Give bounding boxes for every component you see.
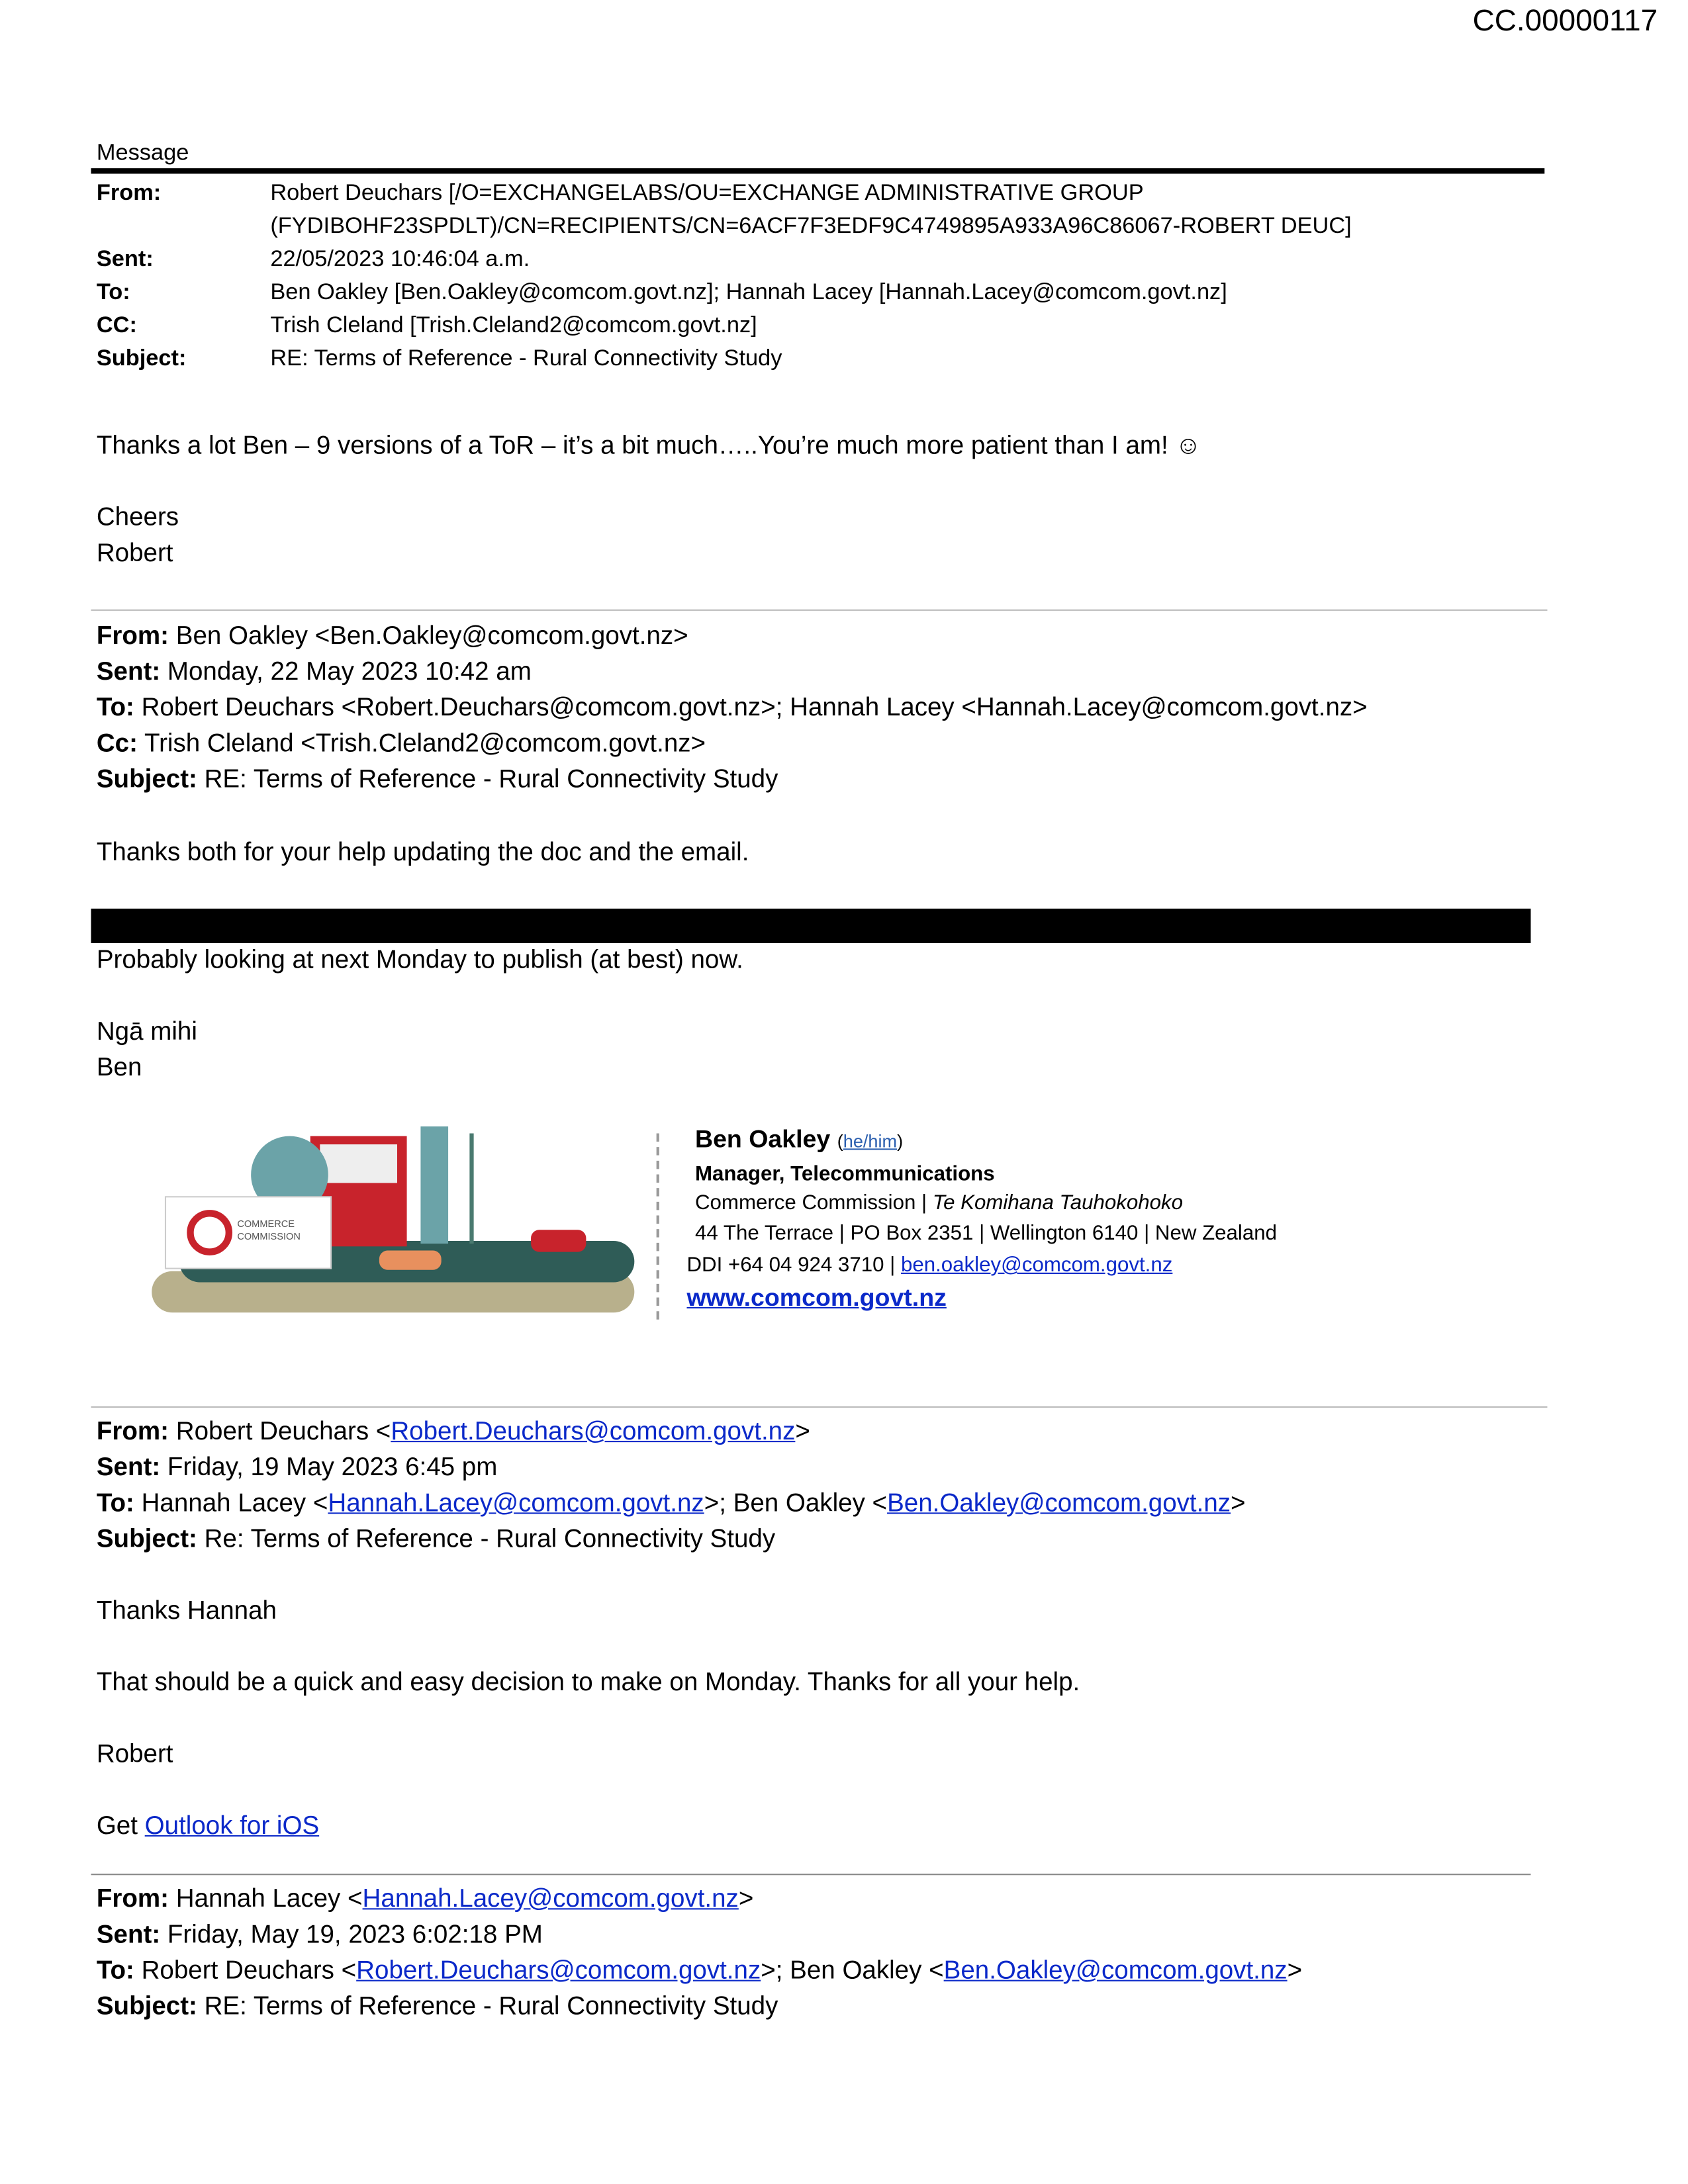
msg4-from: From: Hannah Lacey <Hannah.Lacey@comcom.govt.nz> <box>96 1883 754 1913</box>
sent-value: 22/05/2023 10:46:04 a.m. <box>270 246 530 272</box>
msg3-to: To: Hannah Lacey <Hannah.Lacey@comcom.govt.nz>; Ben Oakley <Ben.Oakley@comcom.govt.nz> <box>96 1487 1246 1517</box>
to-value: Ben Oakley [Ben.Oakley@comcom.govt.nz]; Hannah Lacey [Hannah.Lacey@comcom.govt.nz] <box>270 279 1227 305</box>
outlook-promo: Get Outlook for iOS <box>96 1810 320 1840</box>
email-link[interactable]: Robert.Deuchars@comcom.govt.nz <box>356 1955 761 1984</box>
redaction-bar <box>91 909 1530 943</box>
signature-contact: DDI +64 04 924 3710 | ben.oakley@comcom.govt.nz <box>686 1253 1173 1277</box>
msg4-to: To: Robert Deuchars <Robert.Deuchars@comcom.govt.nz>; Ben Oakley <Ben.Oakley@comcom.govt.nz> <box>96 1955 1303 1984</box>
divider <box>91 610 1547 611</box>
msg1-closing: Cheers <box>96 502 179 531</box>
email-link[interactable]: Robert.Deuchars@comcom.govt.nz <box>391 1416 796 1445</box>
signature-name-row: Ben Oakley (he/him) <box>694 1124 904 1153</box>
email-link[interactable]: Ben.Oakley@comcom.govt.nz <box>943 1955 1288 1984</box>
msg2-closing: Ngā mihi <box>96 1016 197 1046</box>
msg2-from: From: Ben Oakley <Ben.Oakley@comcom.govt.nz> <box>96 620 688 650</box>
signature-title: Manager, Telecommunications <box>694 1162 995 1186</box>
email-link[interactable]: Hannah.Lacey@comcom.govt.nz <box>362 1883 739 1913</box>
email-link[interactable]: Hannah.Lacey@comcom.govt.nz <box>328 1487 704 1517</box>
message-label: Message <box>96 140 189 165</box>
msg3-subject: Subject: Re: Terms of Reference - Rural Connectivity Study <box>96 1524 776 1553</box>
cc-label: CC: <box>96 312 137 338</box>
document-id: CC.00000117 <box>1472 3 1658 38</box>
divider <box>91 1406 1547 1408</box>
subject-label: Subject: <box>96 345 187 371</box>
signature-org: Commerce Commission | Te Komihana Tauhokohoko <box>694 1191 1184 1215</box>
sent-label: Sent: <box>96 246 154 272</box>
email-link[interactable]: Ben.Oakley@comcom.govt.nz <box>887 1487 1231 1517</box>
msg2-subject: Subject: RE: Terms of Reference - Rural Connectivity Study <box>96 764 778 793</box>
msg2-to: To: Robert Deuchars <Robert.Deuchars@comcom.govt.nz>; Hannah Lacey <Hannah.Lacey@comcom.govt.nz> <box>96 692 1368 721</box>
msg2-cc: Cc: Trish Cleland <Trish.Cleland2@comcom.govt.nz> <box>96 727 706 757</box>
to-label: To: <box>96 279 130 305</box>
svg-text:COMMERCE: COMMERCE <box>237 1219 295 1230</box>
msg4-sent: Sent: Friday, May 19, 2023 6:02:18 PM <box>96 1919 543 1948</box>
msg2-name: Ben <box>96 1052 142 1081</box>
subject-value: RE: Terms of Reference - Rural Connectivity Study <box>270 345 782 371</box>
from-value: Robert Deuchars [/O=EXCHANGELABS/OU=EXCHANGE ADMINISTRATIVE GROUP <box>270 180 1144 206</box>
from-label: From: <box>96 180 162 206</box>
msg3-sent: Sent: Friday, 19 May 2023 6:45 pm <box>96 1451 498 1481</box>
msg2-sent: Sent: Monday, 22 May 2023 10:42 am <box>96 656 532 686</box>
commerce-commission-illustration <box>152 1120 637 1335</box>
svg-text:COMMISSION: COMMISSION <box>237 1231 301 1242</box>
cc-value: Trish Cleland [Trish.Cleland2@comcom.govt.nz] <box>270 312 757 338</box>
msg3-from: From: Robert Deuchars <Robert.Deuchars@comcom.govt.nz> <box>96 1416 810 1445</box>
msg1-name: Robert <box>96 537 173 567</box>
outlook-ios-link[interactable]: Outlook for iOS <box>144 1810 320 1840</box>
signature-email-link[interactable]: ben.oakley@comcom.govt.nz <box>900 1253 1173 1277</box>
header-rule <box>91 168 1544 173</box>
signature-separator <box>657 1133 659 1319</box>
msg3-body: That should be a quick and easy decision to make on Monday. Thanks for all your help. <box>96 1666 1080 1696</box>
from-value-cont: (FYDIBOHF23SPDLT)/CN=RECIPIENTS/CN=6ACF7F3EDF9C4749895A933A96C86067-ROBERT DEUC] <box>270 213 1352 239</box>
pronouns-link[interactable]: he/him <box>843 1130 898 1152</box>
msg3-name: Robert <box>96 1739 173 1768</box>
msg4-subject: Subject: RE: Terms of Reference - Rural Connectivity Study <box>96 1991 778 2021</box>
signature-address: 44 The Terrace | PO Box 2351 | Wellington 6140 | New Zealand <box>694 1221 1278 1246</box>
website-link[interactable]: www.comcom.govt.nz <box>686 1283 947 1312</box>
msg1-body: Thanks a lot Ben – 9 versions of a ToR – it’s a bit much…..You’re much more patient than I am! ☺ <box>96 430 1201 459</box>
msg2-body2: Probably looking at next Monday to publish (at best) now. <box>96 944 743 974</box>
msg2-body1: Thanks both for your help updating the doc and the email. <box>96 837 749 866</box>
divider <box>91 1874 1530 1875</box>
message-header <box>0 177 1688 383</box>
msg3-greeting: Thanks Hannah <box>96 1595 277 1625</box>
